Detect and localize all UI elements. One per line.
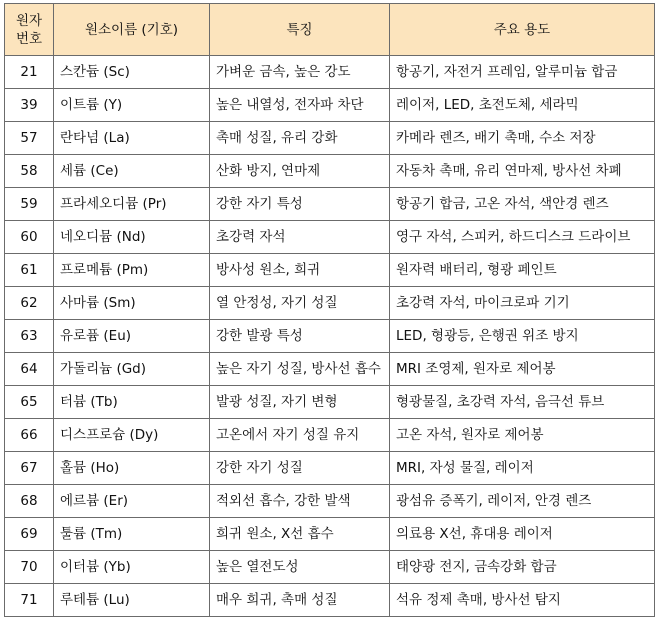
cell-features: 적외선 흡수, 강한 발색 [210, 485, 390, 518]
table-row [5, 188, 655, 221]
cell-atomic-number: 65 [5, 386, 54, 419]
rare-earth-elements-table [4, 3, 655, 617]
table-row [5, 551, 655, 584]
cell-features: 가벼운 금속, 높은 강도 [210, 56, 390, 89]
cell-features: 희귀 원소, X선 흡수 [210, 518, 390, 551]
cell-uses: 형광물질, 초강력 자석, 음극선 튜브 [390, 386, 655, 419]
table-row [5, 254, 655, 287]
table-body [5, 56, 655, 617]
table-row [5, 485, 655, 518]
cell-atomic-number: 60 [5, 221, 54, 254]
document-page [4, 3, 655, 617]
cell-features: 촉매 성질, 유리 강화 [210, 122, 390, 155]
cell-uses: MRI, 자성 물질, 레이저 [390, 452, 655, 485]
cell-uses: 석유 정제 촉매, 방사선 탐지 [390, 584, 655, 617]
cell-features: 높은 자기 성질, 방사선 흡수 [210, 353, 390, 386]
table-row [5, 56, 655, 89]
table-row [5, 518, 655, 551]
cell-atomic-number: 59 [5, 188, 54, 221]
cell-features: 열 안정성, 자기 성질 [210, 287, 390, 320]
cell-element-name: 홀뮴 (Ho) [54, 452, 210, 485]
table-row [5, 386, 655, 419]
table-row [5, 320, 655, 353]
cell-element-name: 가돌리늄 (Gd) [54, 353, 210, 386]
cell-features: 매우 희귀, 촉매 성질 [210, 584, 390, 617]
table-row [5, 584, 655, 617]
cell-uses: 레이저, LED, 초전도체, 세라믹 [390, 89, 655, 122]
cell-uses: 영구 자석, 스피커, 하드디스크 드라이브 [390, 221, 655, 254]
header-atomic-number-line2: 번호 [15, 30, 43, 47]
table-row [5, 89, 655, 122]
cell-element-name: 디스프로슘 (Dy) [54, 419, 210, 452]
cell-element-name: 이트륨 (Y) [54, 89, 210, 122]
cell-element-name: 사마륨 (Sm) [54, 287, 210, 320]
table-row [5, 287, 655, 320]
cell-element-name: 세륨 (Ce) [54, 155, 210, 188]
cell-element-name: 터븀 (Tb) [54, 386, 210, 419]
header-element-name: 원소이름 (기호) [54, 4, 210, 56]
cell-uses: 항공기, 자전거 프레임, 알루미늄 합금 [390, 56, 655, 89]
cell-element-name: 스칸듐 (Sc) [54, 56, 210, 89]
cell-element-name: 루테튬 (Lu) [54, 584, 210, 617]
cell-features: 고온에서 자기 성질 유지 [210, 419, 390, 452]
table-header [5, 4, 655, 56]
table-row [5, 155, 655, 188]
cell-atomic-number: 62 [5, 287, 54, 320]
cell-atomic-number: 69 [5, 518, 54, 551]
cell-features: 방사성 원소, 희귀 [210, 254, 390, 287]
cell-uses: 카메라 렌즈, 배기 촉매, 수소 저장 [390, 122, 655, 155]
cell-atomic-number: 58 [5, 155, 54, 188]
cell-features: 높은 열전도성 [210, 551, 390, 584]
cell-element-name: 유로퓸 (Eu) [54, 320, 210, 353]
cell-features: 발광 성질, 자기 변형 [210, 386, 390, 419]
cell-element-name: 이터븀 (Yb) [54, 551, 210, 584]
cell-element-name: 네오디뮴 (Nd) [54, 221, 210, 254]
table-row [5, 452, 655, 485]
cell-uses: 태양광 전지, 금속강화 합금 [390, 551, 655, 584]
table-row [5, 221, 655, 254]
cell-features: 강한 발광 특성 [210, 320, 390, 353]
cell-uses: 광섬유 증폭기, 레이저, 안경 렌즈 [390, 485, 655, 518]
header-atomic-number [5, 4, 54, 56]
table-row [5, 419, 655, 452]
cell-atomic-number: 63 [5, 320, 54, 353]
cell-element-name: 프로메튬 (Pm) [54, 254, 210, 287]
cell-atomic-number: 64 [5, 353, 54, 386]
cell-uses: LED, 형광등, 은행권 위조 방지 [390, 320, 655, 353]
cell-atomic-number: 57 [5, 122, 54, 155]
cell-uses: 자동차 촉매, 유리 연마제, 방사선 차폐 [390, 155, 655, 188]
cell-element-name: 프라세오디뮴 (Pr) [54, 188, 210, 221]
cell-atomic-number: 66 [5, 419, 54, 452]
header-uses: 주요 용도 [390, 4, 655, 56]
cell-features: 높은 내열성, 전자파 차단 [210, 89, 390, 122]
cell-atomic-number: 71 [5, 584, 54, 617]
cell-uses: 의료용 X선, 휴대용 레이저 [390, 518, 655, 551]
header-row [5, 4, 655, 56]
table-row [5, 122, 655, 155]
cell-features: 초강력 자석 [210, 221, 390, 254]
header-atomic-number-line1: 원자 [15, 12, 43, 29]
cell-element-name: 툴륨 (Tm) [54, 518, 210, 551]
cell-features: 산화 방지, 연마제 [210, 155, 390, 188]
cell-features: 강한 자기 특성 [210, 188, 390, 221]
header-features: 특징 [210, 4, 390, 56]
table-row [5, 353, 655, 386]
cell-atomic-number: 70 [5, 551, 54, 584]
cell-uses: 항공기 합금, 고온 자석, 색안경 렌즈 [390, 188, 655, 221]
cell-atomic-number: 67 [5, 452, 54, 485]
cell-atomic-number: 61 [5, 254, 54, 287]
cell-features: 강한 자기 성질 [210, 452, 390, 485]
cell-uses: 원자력 배터리, 형광 페인트 [390, 254, 655, 287]
cell-uses: 초강력 자석, 마이크로파 기기 [390, 287, 655, 320]
cell-uses: 고온 자석, 원자로 제어봉 [390, 419, 655, 452]
cell-element-name: 란타넘 (La) [54, 122, 210, 155]
cell-atomic-number: 39 [5, 89, 54, 122]
cell-atomic-number: 68 [5, 485, 54, 518]
cell-atomic-number: 21 [5, 56, 54, 89]
cell-uses: MRI 조영제, 원자로 제어봉 [390, 353, 655, 386]
cell-element-name: 에르븀 (Er) [54, 485, 210, 518]
